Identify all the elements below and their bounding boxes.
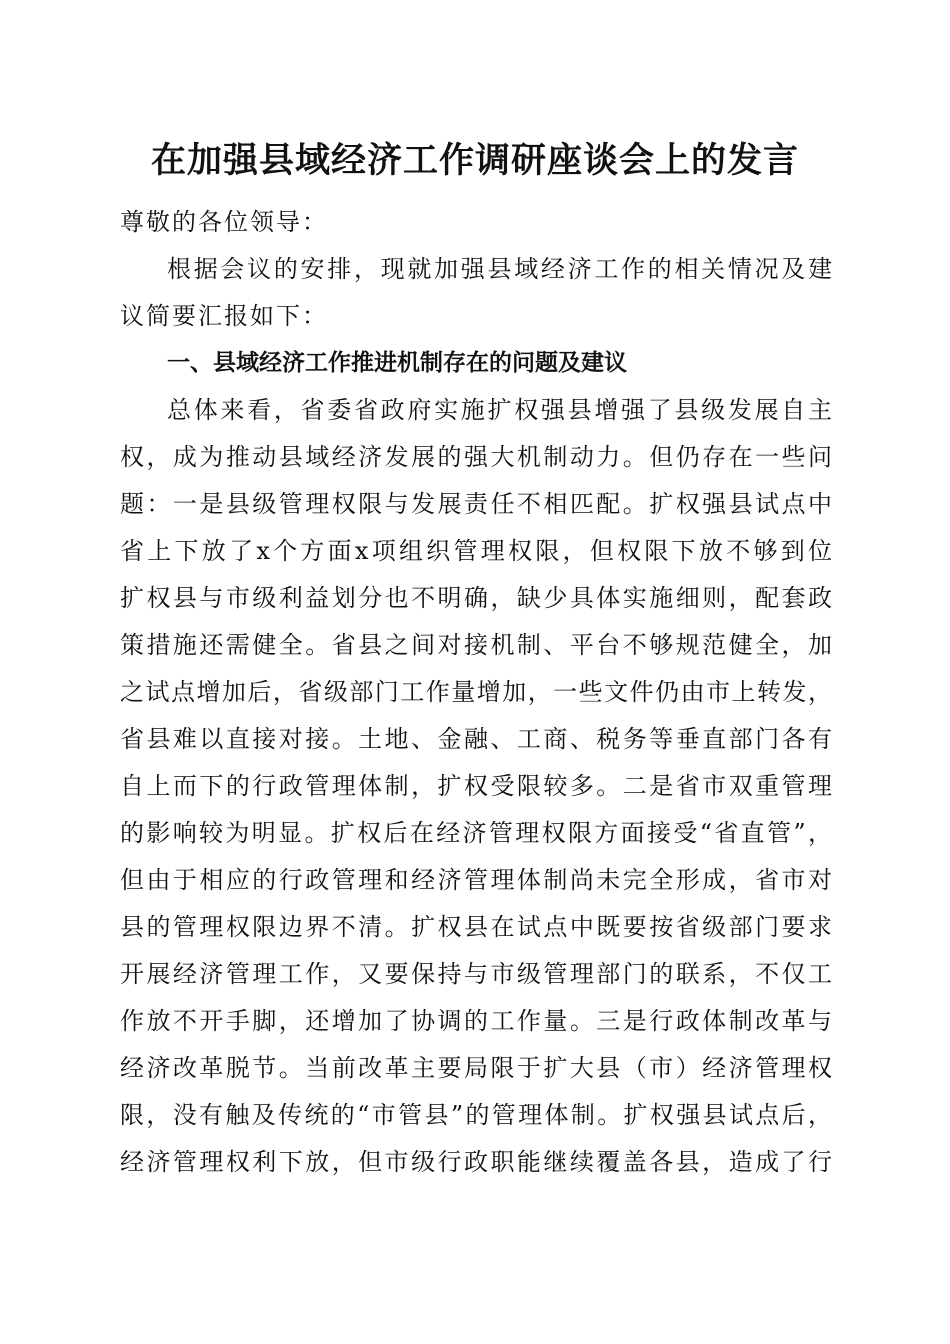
paragraph-line: 之试点增加后，省级部门工作量增加，一些文件仍由市上转发， bbox=[120, 678, 832, 706]
paragraph-line: 策措施还需健全。省县之间对接机制、平台不够规范健全，加 bbox=[120, 631, 832, 659]
paragraph-line: 的影响较为明显。扩权后在经济管理权限方面接受“省直管”， bbox=[120, 819, 832, 847]
paragraph-line: 权，成为推动县域经济发展的强大机制动力。但仍存在一些问 bbox=[120, 443, 832, 471]
paragraph-line: 经济管理权利下放，但市级行政职能继续覆盖各县，造成了行 bbox=[120, 1148, 832, 1176]
paragraph-line: 题：一是县级管理权限与发展责任不相匹配。扩权强县试点中 bbox=[120, 490, 832, 518]
paragraph-line: 自上而下的行政管理体制，扩权受限较多。二是省市双重管理 bbox=[120, 772, 832, 800]
paragraph-line: 扩权县与市级利益划分也不明确，缺少具体实施细则，配套政 bbox=[120, 584, 832, 612]
paragraph-line: 总体来看，省委省政府实施扩权强县增强了县级发展自主 bbox=[167, 396, 832, 424]
paragraph-line: 但由于相应的行政管理和经济管理体制尚未完全形成，省市对 bbox=[120, 866, 832, 894]
section-heading: 一、县域经济工作推进机制存在的问题及建议 bbox=[167, 350, 627, 376]
paragraph-line: 县的管理权限边界不清。扩权县在试点中既要按省级部门要求 bbox=[120, 913, 832, 941]
paragraph-line: 议简要汇报如下： bbox=[120, 302, 328, 330]
paragraph-line: 省县难以直接对接。土地、金融、工商、税务等垂直部门各有 bbox=[120, 725, 832, 753]
document-title: 在加强县域经济工作调研座谈会上的发言 bbox=[150, 140, 799, 181]
paragraph-line: 省上下放了x个方面x项组织管理权限，但权限下放不够到位 bbox=[120, 537, 832, 565]
paragraph-line: 限，没有触及传统的“市管县”的管理体制。扩权强县试点后， bbox=[120, 1101, 832, 1129]
paragraph-line: 经济改革脱节。当前改革主要局限于扩大县（市）经济管理权 bbox=[120, 1054, 832, 1082]
paragraph-line: 根据会议的安排，现就加强县域经济工作的相关情况及建 bbox=[167, 255, 832, 283]
paragraph-line: 开展经济管理工作，又要保持与市级管理部门的联系，不仅工 bbox=[120, 960, 832, 988]
paragraph-line: 作放不开手脚，还增加了协调的工作量。三是行政体制改革与 bbox=[120, 1007, 832, 1035]
document-body bbox=[120, 199, 832, 1186]
salutation: 尊敬的各位领导： bbox=[120, 208, 328, 236]
